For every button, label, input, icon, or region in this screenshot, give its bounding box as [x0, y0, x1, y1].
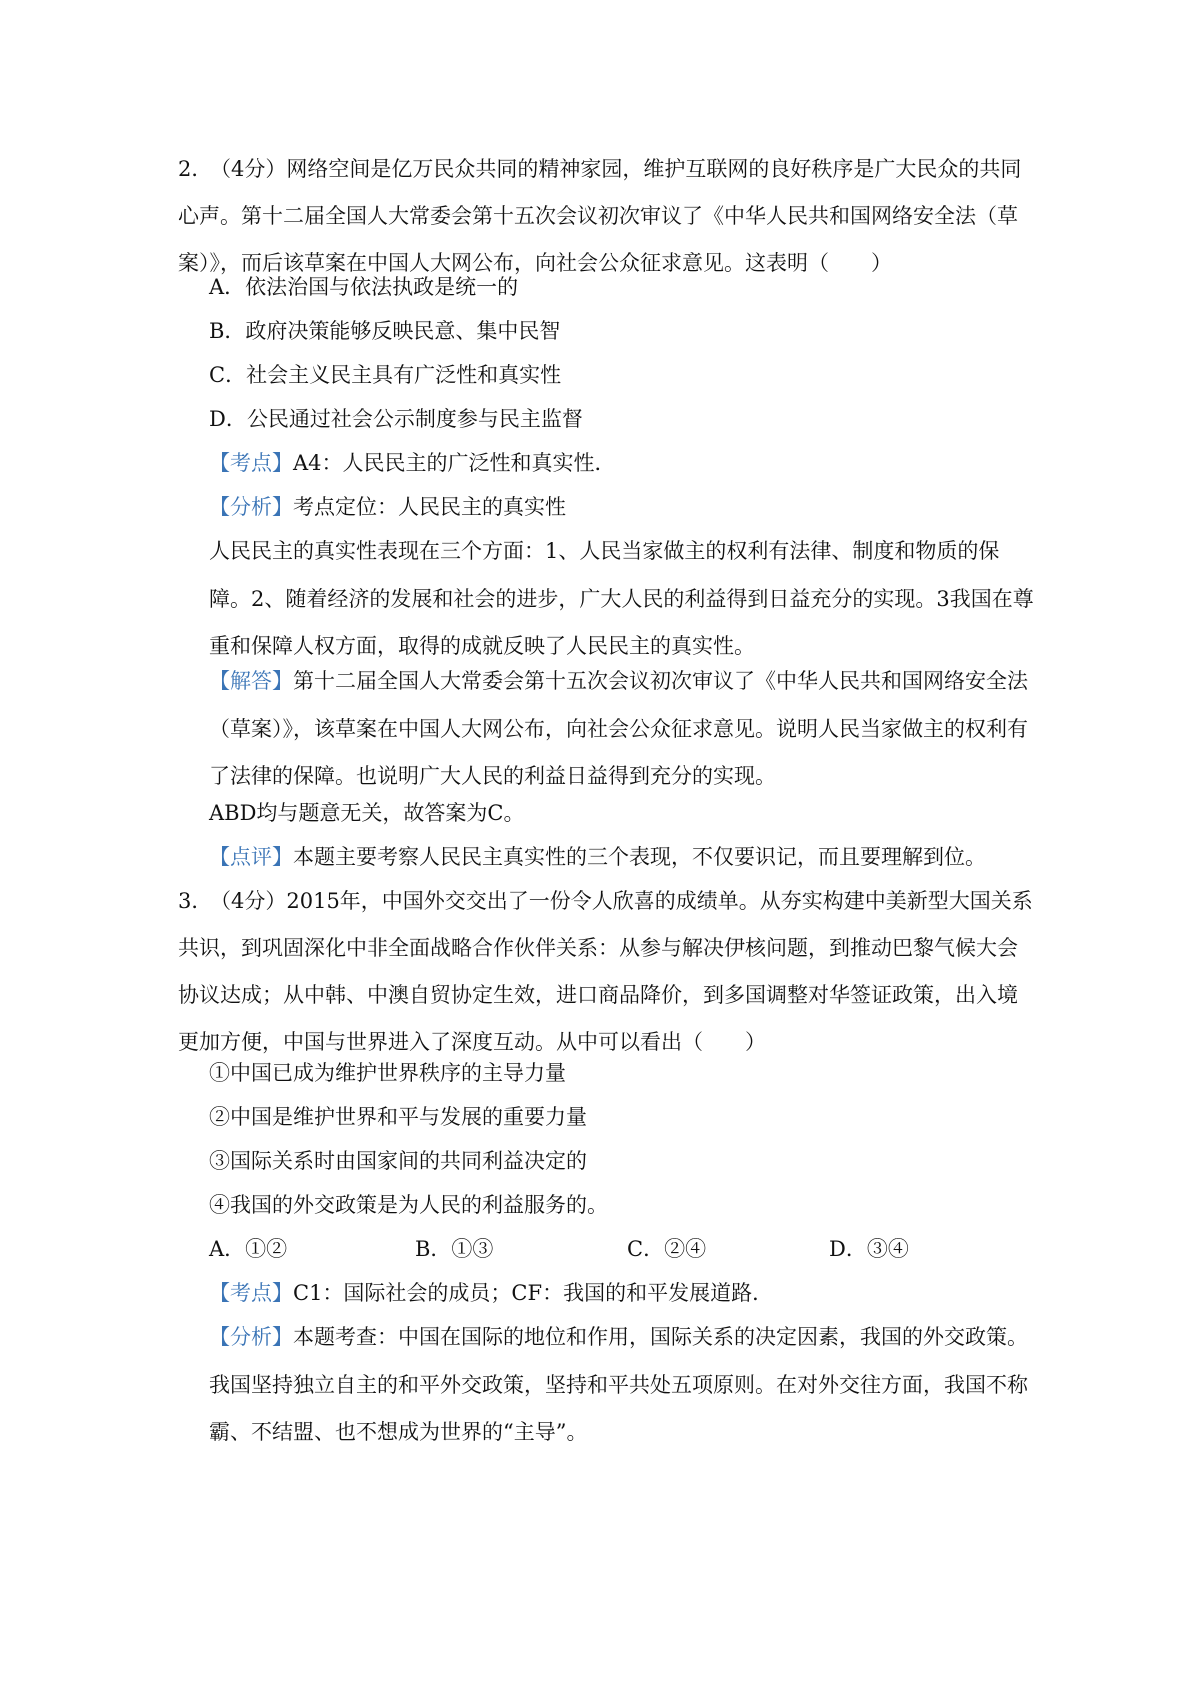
question-3-option-a: A．①② [209, 1237, 288, 1261]
question-2-jieda [209, 658, 1039, 801]
question-2-stem: （4分）网络空间是亿万民众共同的精神家园，维护互联网的良好秩序是广大民众的共同心声。第十二届全国人大常委会第十五次会议初次审议了《中华人民共和国网络安全法（草案）》，而后该草案在中国人大网公布，向社会公众征求意见。这表明（ ） [178, 157, 1022, 275]
question-2-fenxi-body: 人民民主的真实性表现在三个方面：1、人民当家做主的权利有法律、制度和物质的保障。2、随着经济的发展和社会的进步，广大人民的利益得到日益充分的实现。3我国在尊重和保障人权方面，取得的成就反映了人民民主的真实性。 [209, 539, 1034, 658]
kaodian-tag: 【考点】 [209, 451, 293, 475]
question-3-statement-3: ③国际关系时由国家间的共同利益决定的 [209, 1149, 587, 1173]
question-3-stem: （4分）2015年，中国外交交出了一份令人欣喜的成绩单。从夯实构建中美新型大国关系共识，到巩固深化中非全面战略合作伙伴关系：从参与解决伊核问题，到推动巴黎气候大会协议达成；从中韩、中澳自贸协定生效，进口商品降价，到多国调整对华签证政策，出入境更加方便，中国与世界进入了深度互动。从中可以看出（ ） [178, 889, 1033, 1054]
question-3-statement-4: ④我国的外交政策是为人民的利益服务的。 [209, 1193, 608, 1217]
question-2-option-b: B．政府决策能够反映民意、集中民智 [209, 319, 561, 343]
question-3-option-d: D．③④ [829, 1237, 909, 1261]
question-2-kaodian [209, 440, 1039, 487]
jieda-text: 第十二届全国人大常委会第十五次会议初次审议了《中华人民共和国网络安全法（草案）》，该草案在中国人大网公布，向社会公众征求意见。说明人民当家做主的权利有了法律的保障。也说明广大人民的利益日益得到充分的实现。 [209, 669, 1028, 788]
question-3-options [209, 1226, 1039, 1273]
question-3-statement-2: ②中国是维护世界和平与发展的重要力量 [209, 1105, 587, 1129]
question-3-kaodian [209, 1270, 1039, 1317]
question-3-fenxi [209, 1314, 1039, 1457]
question-2-option-c: C．社会主义民主具有广泛性和真实性 [209, 363, 562, 387]
question-3-number: 3． [178, 889, 213, 913]
kaodian-text: C1：国际社会的成员；CF：我国的和平发展道路． [293, 1281, 774, 1305]
fenxi-tag: 【分析】 [209, 495, 293, 519]
kaodian-tag: 【考点】 [209, 1281, 293, 1305]
question-2-number: 2． [178, 157, 213, 181]
dianping-tag: 【点评】 [209, 845, 293, 869]
question-2-jieda-extra: ABD均与题意无关，故答案为C。 [209, 801, 525, 825]
question-3-statement-1: ①中国已成为维护世界秩序的主导力量 [209, 1061, 566, 1085]
fenxi-text: 考点定位：人民民主的真实性 [293, 495, 566, 519]
jieda-tag: 【解答】 [209, 669, 293, 693]
kaodian-text: A4：人民民主的广泛性和真实性． [293, 451, 616, 475]
question-2-dianping [209, 834, 1039, 881]
fenxi-text: 本题考查：中国在国际的地位和作用，国际关系的决定因素，我国的外交政策。我国坚持独立自主的和平外交政策，坚持和平共处五项原则。在对外交往方面，我国不称霸、不结盟、也不想成为世界的“主导”。 [209, 1325, 1028, 1444]
question-2-fenxi [209, 484, 1039, 531]
question-2-option-d: D．公民通过社会公示制度参与民主监督 [209, 407, 583, 431]
fenxi-tag: 【分析】 [209, 1325, 293, 1349]
question-2-option-a: A．依法治国与依法执政是统一的 [209, 275, 519, 299]
question-3-option-c: C．②④ [627, 1237, 707, 1261]
question-3-option-b: B．①③ [415, 1237, 494, 1261]
dianping-text: 本题主要考察人民民主真实性的三个表现，不仅要识记，而且要理解到位。 [293, 845, 986, 869]
